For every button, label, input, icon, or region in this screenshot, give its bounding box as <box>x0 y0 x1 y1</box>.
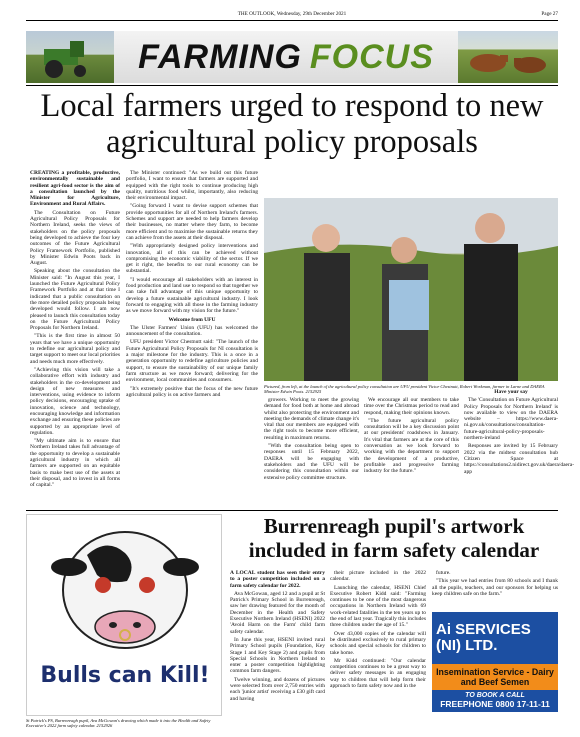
article-headline: Local farmers urged to respond to new agricultural policy proposals <box>40 88 544 160</box>
article2-paragraph: their picture included in the 2022 calendar. <box>330 570 426 583</box>
page-header <box>26 11 558 17</box>
advert-call-to-action: TO BOOK A CALL <box>465 692 525 699</box>
farmers-photo <box>264 198 558 381</box>
article2-headline: Burrenreagh pupil's artwork included in farm safety calendar <box>248 514 540 562</box>
article1-paragraph: The 'Consultation on Future Agricultural Policy Proposals for Northern Ireland' is now available to view on the DAERA website – https://www.daera-ni.gov.uk/consultations/consultation-future-agricultural-policy-proposals-northern-ireland <box>464 397 558 442</box>
dateline: THE OUTLOOK, Wednesday, 29th December 2021 <box>237 11 347 17</box>
cattle-photo <box>458 31 558 83</box>
advert-name-block <box>432 612 558 664</box>
article2-column-3 <box>432 570 558 610</box>
masthead-word-farming: FARMING <box>138 37 302 76</box>
article2-paragraph: Over 43,000 copies of the calendar will be distributed exclusively to rural primary schools and special schools for children to take home. <box>330 630 426 656</box>
page-number: Page 27 <box>541 11 558 17</box>
article1-column-5 <box>464 389 575 507</box>
article1-lead-paragraph: CREATING a profitable, productive, environmentally sustainable and resilient agri-food sector is the aim of a consultation launched by the Minister for Agriculture, Environment and Rural Affairs. <box>30 170 120 208</box>
article-divider <box>26 510 558 511</box>
article1-paragraph: "Going forward I want to devise support schemes that provide opportunities for all of Northern Ireland's farmers. Schemes and support are needed to help farmers develop their businesses, no matter where they farm, to become more efficient and to maximise the sustainable returns they can achieve from the assets at their disposal. <box>126 203 258 241</box>
article2-column-1 <box>230 570 325 730</box>
advert-phone: FREEPHONE 0800 17-11-11 <box>440 699 550 709</box>
article1-paragraph: "I would encourage all stakeholders with an interest in food production and land use to respond so that together we can take full advantage of this unique opportunity to develop a future sustainable agricultural industry. I look forward to engaging with all those in the farming industry as we move forward with my vision for the future." <box>126 276 258 315</box>
masthead-title <box>114 31 458 83</box>
article2-paragraph: Launching the calendar, HSENI Chief Executive Robert Kidd said: "Farming continues to be one of the most dangerous occupations in Northern Ireland with 69 work-related fatalities in the ten years up to the end of last year. Tragically this includes three children under the age of 15." <box>330 584 426 629</box>
drawing-caption: St Patrick's PS, Burrenreagh pupil, Ava McGowan's drawing which made it into the Health and Safety Executive's 2022 farm safety calendar. 2152926 <box>26 718 211 729</box>
article2-paragraph: Mr Kidd continued: "Our calendar competition continues to be a great way to deliver safety messages in an engaging way to children that will help form their approach to farm safety now and in the <box>330 657 426 690</box>
article1-paragraph: "The future agricultural policy consultation will be a key discussion point at our presidents' roadshows in January. It's vital that farmers are at the core of this conversation as we look forward to working with the department to support the development of a productive, profitable and progressive farming industry for the future." <box>364 417 459 475</box>
article1-paragraph: "With the consultation being open to responses until 15 February 2022, DAERA will be engaging with stakeholders and the UFU will be considering this consultation within our extensive policy committee structure. <box>264 443 359 481</box>
article2-paragraph: In June this year, HSENI invited rural Primary School pupils (Foundation, Key Stage 1 and Key Stage 2) and pupils from Special Schools in Northern Ireland to enter a poster competition highlighting common farm dangers. <box>230 636 325 675</box>
article1-paragraph: UFU president Victor Chestnutt said: "The launch of the Future Agricultural Policy Proposals for NI consultation is a major milestone for the industry. This is a once in a generation opportunity to redefine agriculture policies and support, to ensure the sustainability of our unique family farm structure as we move forward; delivering for the environment, local communities and consumers. <box>126 339 258 384</box>
article2-paragraph: "This year we had entries from 80 schools and I thank all the pupils, teachers, and our sponsors for helping us keep children safe on the farm." <box>432 578 558 597</box>
article1-column-1 <box>30 170 120 510</box>
article1-paragraph: "This is the first time in almost 50 years that we have a unique opportunity to redefine our agricultural policy and target support to meet our local priorities and needs much more effectively. <box>30 333 121 365</box>
cow-drawing <box>26 514 222 716</box>
article1-paragraph: "My ultimate aim is to ensure that Northern Ireland takes full advantage of the opportunity to develop a sustainable agricultural industry in which all farmers are supported on an equitable basis to make best use of the assets at their disposal, and to invest in all forms of capital." <box>30 438 120 489</box>
article1-paragraph: The Consultation on Future Agricultural Policy Proposals for Northern Ireland, seeks the views of stakeholders on the policy proposals being developed to achieve the four key outcomes of the Future Agricultural Policy Framework Portfolio, published by Minister Edwin Poots back in August. <box>30 209 120 267</box>
article1-paragraph: Responses are invited by 15 February 2022 via the midtext consultation hub Citizen Space at https://consultations2.nidirect.gov.uk/daera/daera-app <box>464 443 575 475</box>
advert-name-line-2: (NI) LTD. <box>436 637 498 654</box>
drawing-slogan: Bulls can Kill! <box>40 663 210 688</box>
advert-service: Insemination Service - Dairy and Beef Semen <box>432 664 558 690</box>
section-masthead <box>26 31 558 83</box>
article1-paragraph: We encourage all our members to take time over the Christmas period to read and respond, making their opinions known. <box>364 397 459 416</box>
header-rule <box>26 20 558 21</box>
ai-services-advert <box>432 612 558 722</box>
article2-paragraph: Twelve winning, and dozens of pictures were selected from over 2,750 entries with each 'junior artist' receiving a £30 gift card and having <box>230 676 325 702</box>
article1-column-2 <box>126 170 258 510</box>
article1-paragraph: The Ulster Farmers' Union (UFU) has welcomed the announcement of the consultation. <box>126 324 258 338</box>
advert-name-line-1: Ai SERVICES <box>436 621 531 638</box>
have-your-say-subheading: Have your say <box>494 389 528 395</box>
article1-paragraph: Speaking about the consultation the Minister said: "In August this year, I launched the Future Agricultural Policy Framework Portfolio and at that time I indicated that a public consultation on the more detailed policy proposals being developed would follow. I am now pleased to launch this consultation today on the Future Agricultural Policy Proposals for Northern Ireland. <box>30 268 120 332</box>
article2-paragraph: Ava McGowan, aged 12 and a pupil at St Patrick's Primary School in Burrenreagh, saw her drawing featured for the month of December in the Health and Safety Executive Northern Ireland (HSENI) 2022 'Avoid Harm on the Farm' child farm safety calendar. <box>230 590 325 635</box>
article1-paragraph: "With appropriately designed policy interventions and innovation, all of this can be achieved without compromising the economic viability of the sector. If we get it right, the benefits to our rural economy can be substantial. <box>126 243 258 275</box>
ufu-subheading: Welcome from UFU <box>168 316 216 323</box>
photo-caption: Pictured, from left, at the launch of the agricultural policy consultation are UFU president Victor Chestnutt, Robert Workman, farmer in Larne and DAERA Minister Edwin Poots. 2152925 <box>264 384 545 395</box>
article2-column-2 <box>330 570 426 730</box>
article2-lead-paragraph: A LOCAL student has seen their entry to a poster competition included on a farm safety calendar for 2022. <box>230 570 325 589</box>
tractor-photo <box>26 31 114 83</box>
article1-column-4 <box>364 397 459 507</box>
article1-paragraph: growers. Working to meet the growing demand for food both at home and abroad whilst also protecting the environment and meeting the demands of climate change it's vital that our members are equipped with the right tools to become more efficient, resulting in maximum returns. <box>264 397 359 441</box>
article2-paragraph: future. <box>436 570 451 576</box>
article1-paragraph: "It's extremely positive that the focus of the new future agricultural policy is on active farmers and <box>126 385 258 398</box>
advert-contact-block <box>432 690 558 712</box>
article1-paragraph: The Minister continued: "As we build out this future portfolio, I want to ensure that farmers are supported and equipped with the right tools to continue producing high quality, nutritious food whilst, importantly, also reducing their environmental impact. <box>126 170 258 202</box>
article1-paragraph: "Achieving this vision will take a collaborative effort with industry and stakeholders in the co-development and design of new measures and interventions, using evidence to inform policy decisions, encouraging uptake of innovation, science and technology, encouraging knowledge and information exchange and ensuring these policies are supported by an appropriate level of regulation. <box>30 366 120 436</box>
masthead-rule <box>26 85 558 86</box>
article1-column-3 <box>264 397 359 507</box>
masthead-word-focus: FOCUS <box>309 37 434 76</box>
